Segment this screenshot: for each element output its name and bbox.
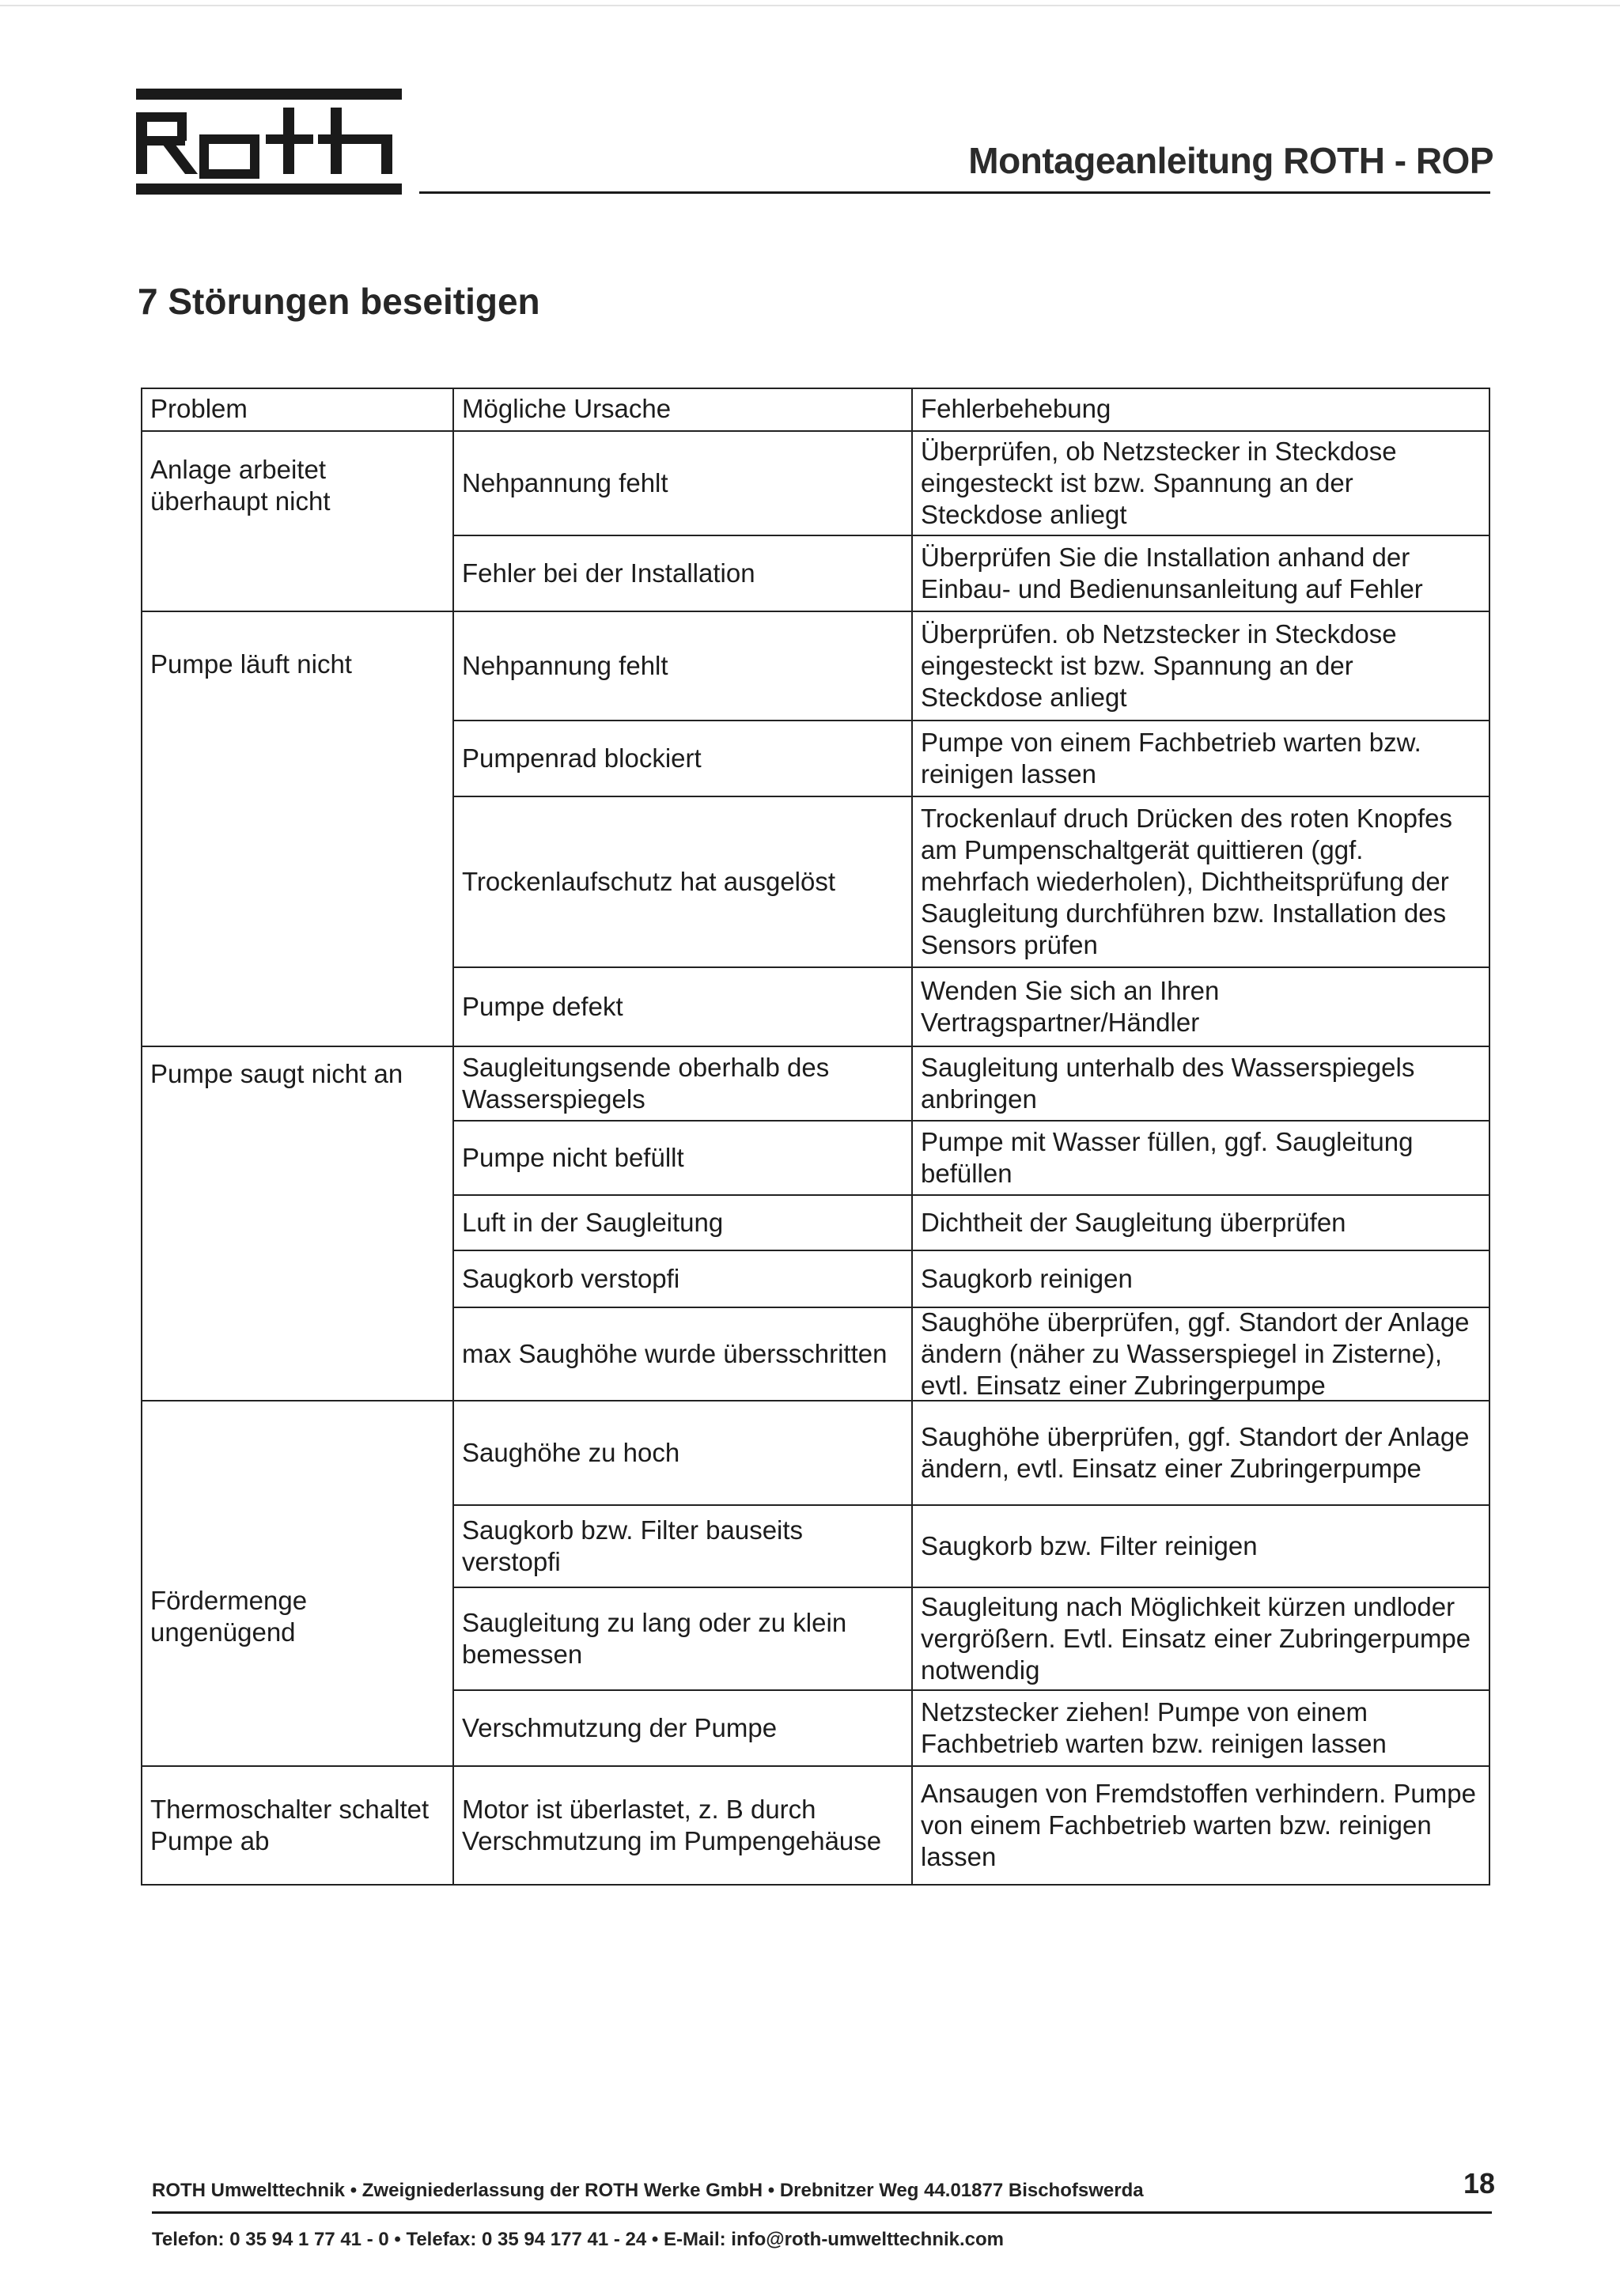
cause-cell: Saugkorb bzw. Filter bauseits verstopfi [462, 1515, 804, 1576]
fix-cell: Saugkorb reinigen [921, 1264, 1133, 1293]
problem-cell [141, 1408, 452, 1762]
fix-cell: Pumpe mit Wasser füllen, ggf. Saugleitung befüllen [921, 1127, 1414, 1188]
cause-cell: Fehler bei der Installation [462, 558, 755, 588]
cause-cell: Nehpannung fehlt [462, 468, 668, 497]
fix-cell: Saugleitung nach Möglichkeit kürzen undloder vergrößern. Evtl. Einsatz einer Zubringerpumpe notwendig [921, 1592, 1471, 1685]
cause-cell: Pumpe defekt [462, 992, 623, 1021]
cause-cell: Nehpannung fehlt [462, 651, 668, 680]
cause-cell: Motor ist überlastet, z. B durch Verschmutzung im Pumpengehäuse [462, 1795, 882, 1855]
cause-cell: Verschmutzung der Pumpe [462, 1713, 778, 1742]
problem-cell: Thermoschalter schaltet Pumpe ab [150, 1795, 430, 1855]
roth-logo [136, 89, 402, 195]
header-rule [419, 191, 1490, 194]
fix-cell: Saughöhe überprüfen, ggf. Standort der Anlage ändern (näher zu Wasserspiegel in Zisterne), evtl. Einsatz einer Zubringerpumpe [921, 1307, 1470, 1400]
troubleshooting-table [141, 388, 1490, 1886]
fix-cell: Trockenlauf druch Drücken des roten Knopfes am Pumpenschaltgerät quittieren (ggf. mehrfach wiederholen), Dichtheitsprüfung der Saugleitung durchführen bzw. Installation des Sensors prüfen [921, 804, 1452, 959]
fix-cell: Saugleitung unterhalb des Wasserspiegels anbringen [921, 1053, 1415, 1114]
cause-cell: Luft in der Saugleitung [462, 1208, 724, 1237]
cause-cell: Saugleitungsende oberhalb des Wasserspiegels [462, 1053, 830, 1114]
cause-cell: Saugleitung zu lang oder zu klein bemessen [462, 1608, 847, 1669]
cause-cell: Pumpe nicht befüllt [462, 1143, 684, 1172]
fix-cell: Dichtheit der Saugleitung überprüfen [921, 1208, 1346, 1237]
fix-cell: Pumpe von einem Fachbetrieb warten bzw. reinigen lassen [921, 728, 1421, 789]
fix-cell: Netzstecker ziehen! Pumpe von einem Fachbetrieb warten bzw. reinigen lassen [921, 1697, 1387, 1758]
fix-cell: Überprüfen. ob Netzstecker in Steckdose eingesteckt ist bzw. Spannung an der Steckdose anliegt [921, 619, 1397, 712]
problem-cell: Anlage arbeitet überhaupt nicht [150, 455, 331, 516]
footer-contact: Telefon: 0 35 94 1 77 41 - 0 • Telefax: 0 35 94 177 41 - 24 • E-Mail: info@roth-umwelttechnik.com [152, 2229, 1005, 2250]
fix-cell: Wenden Sie sich an Ihren Vertragspartner/Händler [921, 976, 1220, 1037]
section-title: 7 Störungen beseitigen [138, 281, 540, 322]
problem-cell: Pumpe saugt nicht an [150, 1059, 403, 1088]
fix-cell: Saugkorb bzw. Filter reinigen [921, 1531, 1258, 1560]
header-cause: Mögliche Ursache [462, 394, 672, 423]
document-title: Montageanleitung ROTH - ROP [968, 140, 1493, 181]
scan-top-edge [0, 5, 1620, 6]
page-number: 18 [1463, 2167, 1495, 2200]
fix-cell: Ansaugen von Fremdstoffen verhindern. Pumpe von einem Fachbetrieb warten bzw. reinigen lassen [921, 1779, 1476, 1871]
problem-cell: Pumpe läuft nicht [150, 649, 352, 679]
fix-cell: Überprüfen, ob Netzstecker in Steckdose eingesteckt ist bzw. Spannung an der Steckdose anliegt [921, 437, 1397, 529]
cause-cell: Trockenlaufschutz hat ausgelöst [462, 867, 836, 896]
header-problem: Problem [150, 394, 248, 423]
header-fix: Fehlerbehebung [921, 394, 1111, 423]
cause-cell: Saugkorb verstopfi [462, 1264, 680, 1293]
cause-cell: Pumpenrad blockiert [462, 743, 702, 773]
fix-cell: Überprüfen Sie die Installation anhand der Einbau- und Bedienunsanleitung auf Fehler [921, 543, 1423, 603]
cause-cell: max Saughöhe wurde übersschritten [462, 1339, 888, 1368]
problem-text: Fördermenge ungenügend [150, 1586, 308, 1647]
cause-cell: Saughöhe zu hoch [462, 1438, 680, 1467]
table-border-right [1489, 388, 1490, 1886]
table-border-bottom [141, 1884, 1490, 1886]
footer-rule [152, 2211, 1492, 2214]
fix-cell: Saughöhe überprüfen, ggf. Standort der Anlage ändern, evtl. Einsatz einer Zubringerpumpe [921, 1422, 1470, 1483]
footer-company: ROTH Umwelttechnik • Zweigniederlassung der ROTH Werke GmbH • Drebnitzer Weg 44.01877 Bischofswerda [152, 2180, 1144, 2201]
